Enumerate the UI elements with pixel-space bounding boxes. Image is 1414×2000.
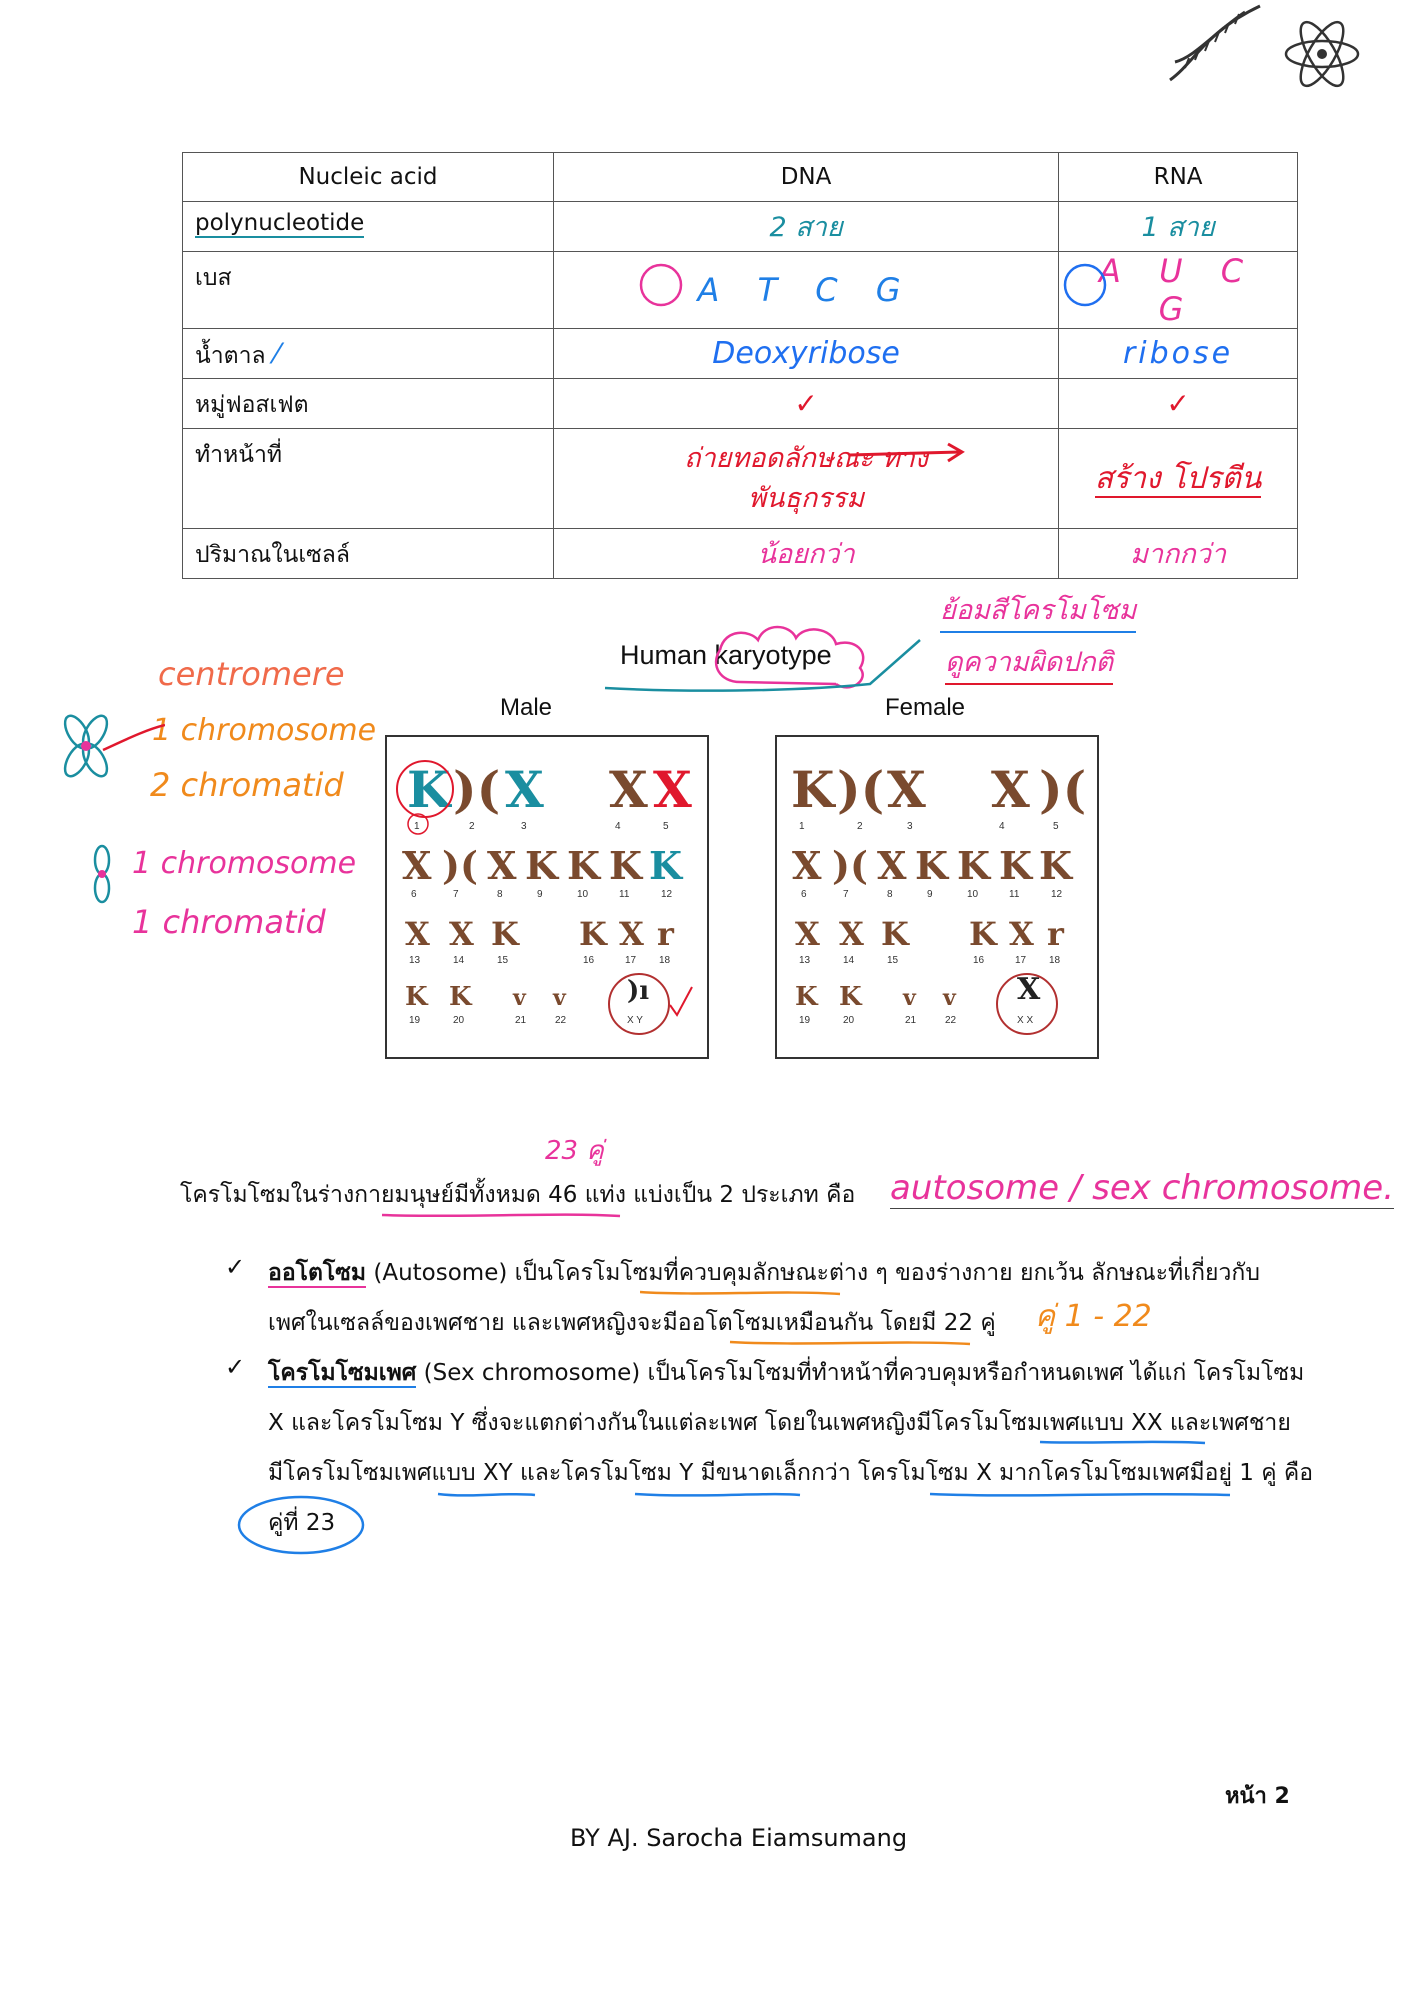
nucleic-acid-table — [182, 152, 1298, 579]
svg-text:X: X — [887, 760, 926, 819]
header-rna: RNA — [1059, 153, 1298, 202]
svg-text:10: 10 — [577, 889, 589, 900]
male-chromosomes — [387, 737, 707, 1057]
svg-text:1: 1 — [414, 821, 420, 832]
pairs-note: 23 คู่ — [545, 1136, 604, 1166]
sex-chromosome-line-4: คู่ที่ 23 — [268, 1510, 336, 1536]
svg-text:X: X — [405, 915, 430, 953]
dna-phosphate-check: ✓ — [554, 379, 1059, 429]
male-label: Male — [500, 694, 553, 721]
svg-text:X: X — [795, 915, 820, 953]
table-row — [183, 529, 1298, 579]
svg-text:11: 11 — [1009, 889, 1020, 900]
svg-text:21: 21 — [515, 1015, 527, 1026]
rna-sugar: ribose — [1059, 329, 1298, 379]
atom-icon — [1282, 14, 1362, 94]
svg-text:20: 20 — [453, 1015, 465, 1026]
karyotype-note-2: ดูความผิดปกติ — [945, 640, 1113, 685]
svg-text:)(: )( — [1039, 760, 1087, 819]
svg-text:6: 6 — [801, 889, 807, 900]
rna-phosphate-check: ✓ — [1059, 379, 1298, 429]
svg-text:)(: )( — [453, 760, 501, 819]
svg-text:15: 15 — [887, 955, 899, 966]
svg-text:19: 19 — [799, 1015, 811, 1026]
intro-text: โครโมโซมในร่างกายมนุษย์มีทั้งหมด 46 แท่ง แบ่งเป็น 2 ประเภท คือ — [180, 1182, 856, 1208]
svg-text:v: v — [943, 985, 956, 1011]
svg-text:)(: )( — [837, 760, 885, 819]
svg-text:14: 14 — [453, 955, 465, 966]
svg-text:X: X — [487, 843, 517, 888]
svg-text:1: 1 — [799, 821, 805, 832]
svg-text:K: K — [525, 843, 559, 888]
svg-text:v: v — [513, 985, 526, 1011]
svg-text:r: r — [657, 915, 674, 953]
dna-function: ถ่ายทอดลักษณะ ทางพันธุกรรม — [554, 429, 1059, 529]
svg-text:K: K — [915, 843, 949, 888]
svg-text:3: 3 — [907, 821, 913, 832]
table-row — [183, 379, 1298, 429]
row-label: ทำหน้าที่ — [183, 429, 554, 529]
sex-chromosome-line-2: X และโครโมโซม Y ซึ่งจะแตกต่างกันในแต่ละเพศ โดยในเพศหญิงมีโครโมโซมเพศแบบ XX และเพศชาย — [268, 1410, 1291, 1436]
note-centromere: centromere — [158, 655, 345, 693]
svg-text:X: X — [991, 760, 1030, 819]
svg-text:18: 18 — [659, 955, 671, 966]
svg-text:K: K — [957, 843, 991, 888]
svg-text:X: X — [619, 915, 644, 953]
svg-text:9: 9 — [927, 889, 933, 900]
svg-text:X: X — [839, 915, 864, 953]
svg-text:4: 4 — [615, 821, 621, 832]
svg-text:4: 4 — [999, 821, 1005, 832]
svg-text:19: 19 — [409, 1015, 421, 1026]
svg-text:r: r — [1047, 915, 1064, 953]
table-row — [183, 202, 1298, 252]
karyotype-note-1: ย้อมสีโครโมโซม — [940, 588, 1136, 633]
note-chromatid-b: 1 chromatid — [132, 903, 326, 941]
svg-text:X: X — [402, 843, 432, 888]
svg-text:13: 13 — [799, 955, 811, 966]
rna-bases: A U C G — [1059, 252, 1298, 329]
male-sex-label: X Y — [627, 1015, 643, 1026]
sex-chromosome-line-1: โครโมโซมเพศ (Sex chromosome) เป็นโครโมโซมที่ทำหน้าที่ควบคุมหรือกำหนดเพศ ได้แก่ โครโมโซม — [268, 1360, 1305, 1386]
svg-text:5: 5 — [663, 821, 669, 832]
svg-text:K: K — [579, 915, 607, 953]
svg-text:K: K — [491, 915, 519, 953]
svg-text:9: 9 — [537, 889, 543, 900]
note-chromosome-a: 1 chromosome — [152, 713, 377, 748]
svg-text:K: K — [405, 982, 428, 1012]
row-label: น้ำตาล ⁄ — [183, 329, 554, 379]
svg-text:K: K — [609, 843, 643, 888]
svg-text:12: 12 — [661, 889, 673, 900]
note-chromatid-a: 2 chromatid — [150, 766, 344, 804]
svg-text:8: 8 — [887, 889, 893, 900]
svg-text:K: K — [1039, 843, 1073, 888]
svg-text:2: 2 — [469, 821, 475, 832]
svg-text:K: K — [881, 915, 909, 953]
check-icon: ✓ — [225, 1353, 246, 1381]
svg-text:16: 16 — [973, 955, 985, 966]
svg-text:11: 11 — [619, 889, 630, 900]
svg-text:15: 15 — [497, 955, 509, 966]
autosome-underline — [640, 1288, 1060, 1348]
svg-text:14: 14 — [843, 955, 855, 966]
svg-text:K: K — [567, 843, 601, 888]
svg-text:16: 16 — [583, 955, 595, 966]
svg-text:17: 17 — [625, 955, 637, 966]
svg-text:X: X — [877, 843, 907, 888]
female-label: Female — [885, 694, 966, 721]
svg-text:K: K — [839, 982, 862, 1012]
svg-text:7: 7 — [453, 889, 459, 900]
note-chromosome-b: 1 chromosome — [132, 846, 357, 881]
svg-text:K: K — [999, 843, 1033, 888]
svg-text:5: 5 — [1053, 821, 1059, 832]
svg-text:18: 18 — [1049, 955, 1061, 966]
svg-text:K: K — [649, 843, 683, 888]
svg-text:13: 13 — [409, 955, 421, 966]
svg-text:2: 2 — [857, 821, 863, 832]
svg-text:X: X — [1017, 972, 1041, 1007]
female-sex-label: X X — [1017, 1015, 1034, 1026]
svg-text:K: K — [795, 982, 818, 1012]
svg-text:X: X — [653, 760, 692, 819]
header-dna: DNA — [554, 153, 1059, 202]
dna-icon — [1165, 2, 1265, 84]
row-label: polynucleotide — [183, 202, 554, 252]
table-row — [183, 429, 1298, 529]
autosome-note: คู่ 1 - 22 — [1035, 1299, 1152, 1334]
karyotype-title: Human karyotype — [620, 640, 832, 670]
svg-text:)ı: )ı — [627, 976, 650, 1006]
svg-text:)(: )( — [442, 843, 478, 888]
svg-text:)(: )( — [832, 843, 868, 888]
svg-text:K: K — [969, 915, 997, 953]
row-label: ปริมาณในเซลล์ — [183, 529, 554, 579]
table-row — [183, 252, 1298, 329]
karyotype-title-marks — [600, 610, 930, 700]
svg-text:v: v — [553, 985, 566, 1011]
svg-text:10: 10 — [967, 889, 979, 900]
intro-answer: autosome / sex chromosome. — [890, 1168, 1395, 1208]
header-nucleic-acid: Nucleic acid — [183, 153, 554, 202]
svg-text:X: X — [792, 843, 822, 888]
svg-text:20: 20 — [843, 1015, 855, 1026]
author-credit: BY AJ. Sarocha Eiamsumang — [570, 1824, 908, 1852]
check-icon: ✓ — [225, 1253, 246, 1281]
svg-text:22: 22 — [945, 1015, 957, 1026]
svg-text:v: v — [903, 985, 916, 1011]
female-chromosomes — [777, 737, 1097, 1057]
svg-text:X: X — [505, 760, 544, 819]
svg-text:K: K — [449, 982, 472, 1012]
page-number: หน้า 2 — [1225, 1784, 1290, 1809]
sex-chromosome-line-3: มีโครโมโซมเพศแบบ XY และโครโมโซม Y มีขนาดเล็กกว่า โครโมโซม X มากโครโมโซมเพศมีอยู่ 1 คู่ คือ — [268, 1460, 1314, 1486]
svg-text:X: X — [1009, 915, 1034, 953]
svg-text:3: 3 — [521, 821, 527, 832]
row-label: เบส — [183, 252, 554, 329]
svg-text:12: 12 — [1051, 889, 1063, 900]
svg-text:22: 22 — [555, 1015, 567, 1026]
svg-text:K: K — [407, 760, 451, 819]
rna-amount: มากกว่า — [1059, 529, 1298, 579]
svg-text:6: 6 — [411, 889, 417, 900]
rna-value: 1 สาย — [1059, 202, 1298, 252]
male-karyotype — [385, 735, 709, 1059]
dna-amount: น้อยกว่า — [554, 529, 1059, 579]
female-karyotype — [775, 735, 1099, 1059]
autosome-line-1: ออโตโซม (Autosome) เป็นโครโมโซมที่ควบคุมลักษณะต่าง ๆ ของร่างกาย ยกเว้น ลักษณะที่เกี่ยวกับ — [268, 1260, 1260, 1286]
svg-text:X: X — [449, 915, 474, 953]
intro-underline — [380, 1210, 640, 1220]
svg-text:17: 17 — [1015, 955, 1027, 966]
autosome-line-2: เพศในเซลล์ของเพศชาย และเพศหญิงจะมีออโตโซมเหมือนกัน โดยมี 22 คู่ — [268, 1310, 996, 1336]
dna-value: 2 สาย — [554, 202, 1059, 252]
svg-text:7: 7 — [843, 889, 849, 900]
chromosome-sketch-icons — [55, 710, 165, 925]
rna-function: สร้าง โปรตีน — [1059, 429, 1298, 529]
table-row — [183, 329, 1298, 379]
svg-text:K: K — [791, 760, 835, 819]
dna-bases: A T C G — [554, 252, 1059, 329]
sex-chromosome-marks — [230, 1430, 1280, 1560]
svg-text:8: 8 — [497, 889, 503, 900]
svg-text:21: 21 — [905, 1015, 917, 1026]
row-label: หมู่ฟอสเฟต — [183, 379, 554, 429]
svg-text:X: X — [609, 760, 648, 819]
dna-sugar: Deoxyribose — [554, 329, 1059, 379]
